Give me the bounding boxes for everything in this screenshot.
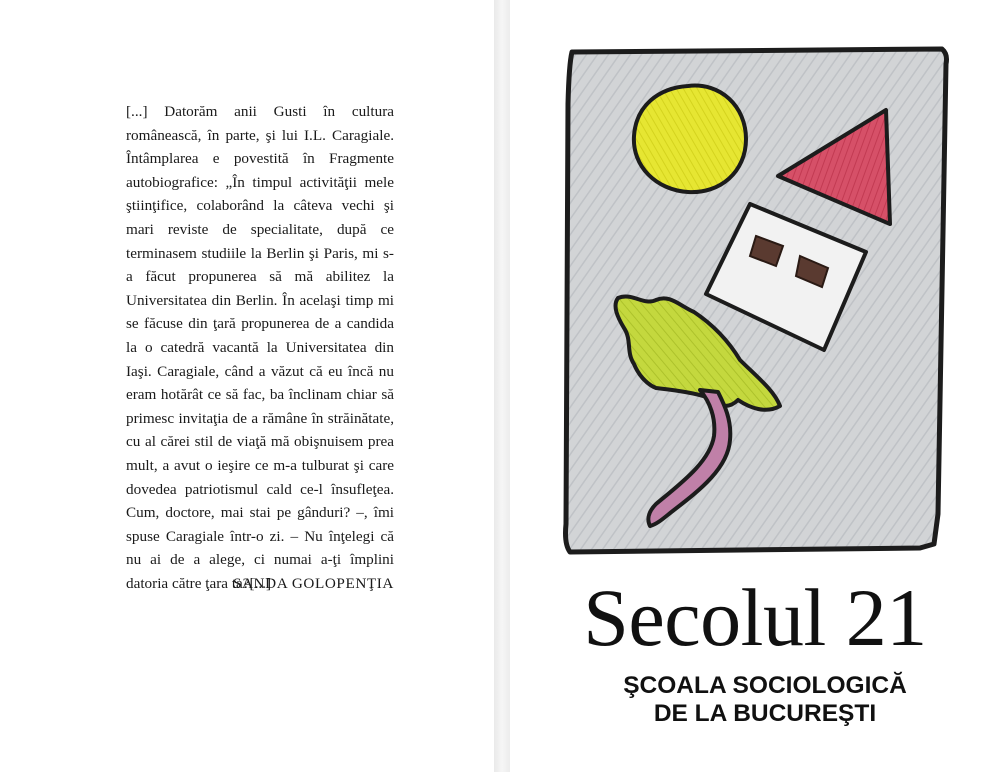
quote-author: SANDA GOLOPENŢIA — [232, 575, 394, 592]
back-cover-quote: [...] Datorăm anii Gusti în cultura românească, în parte, şi lui I.L. Caragiale. Întâmplarea e povestită în Fragmente autobiografice: „În timpul activităţii mele ştiinţifice, colaborând la câteva vechi şi mari reviste de specialitate, după ce terminasem studiile la Berlin şi Paris, mi s-a făcut propunerea să mă abilitez la Universitatea din Berlin. În acelaşi timp mi se făcuse din ţară propunerea de a candida la o catedră vacantă la Universitatea din Iaşi. Caragiale, când a văzut că eu încă nu eram hotărât ce să fac, ba înclinam chiar să primesc invitaţia de a rămâne în străinătate, cu al cărei stil de viaţă mă obişnuisem prea mult, a avut o ieşire ce m-a tulburat şi care dovedea patriotismul cald ce-l însufleţea. Cum, doctore, mai stai pe gânduri? –, îmi spuse Caragiale într-o zi. – Nu înţelegi că nu ai de a alege, ci numai a-ţi împlini datoria către ţara ta?[...] — [126, 103, 394, 592]
book-subtitle — [560, 672, 970, 728]
cover-illustration — [560, 44, 960, 562]
subtitle-line-1: ŞCOALA SOCIOLOGICĂ — [623, 672, 907, 699]
book-spine — [494, 0, 510, 772]
back-cover — [0, 0, 494, 772]
subtitle-line-2: DE LA BUCUREŞTI — [653, 700, 877, 727]
book-title: Secolul 21 — [583, 572, 927, 663]
sun-drawing — [634, 86, 746, 193]
